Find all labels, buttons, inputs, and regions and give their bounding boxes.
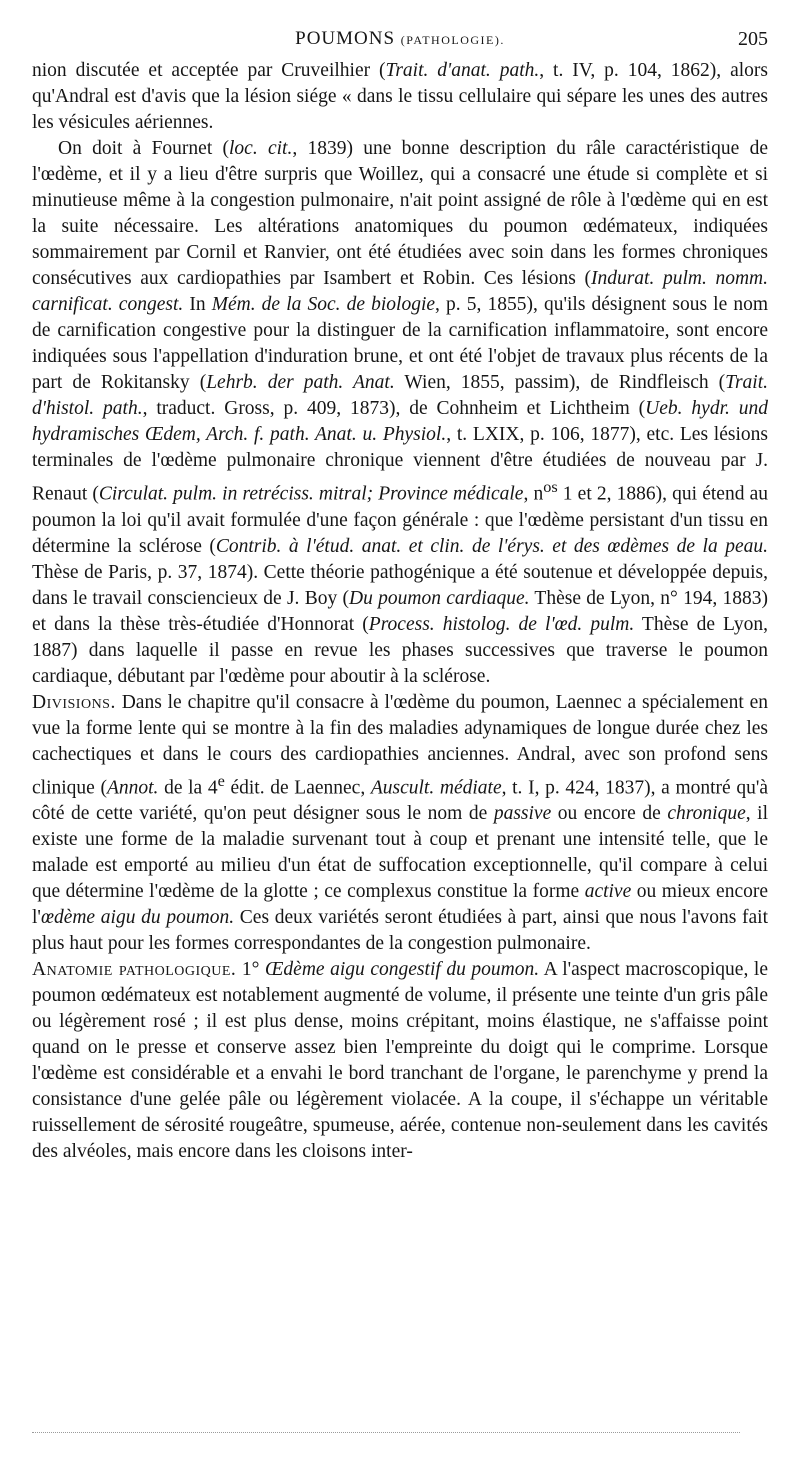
page-number: 205	[738, 28, 768, 50]
text-run: Dans le chapitre qu'il consacre à l'œdème du poumon, Laennec a spécialement en vue la forme lente qui se montre à la fin des maladies adynamiques de longue durée chez les cachectiques et dans le cours des cardiopathies anciennes. Andral, avec son profond sens clinique (	[32, 691, 768, 798]
italic-run: Mém. de la Soc. de biologie	[211, 294, 436, 315]
italic-run: active	[584, 881, 632, 902]
text-run: nion discutée et acceptée par Cruveilhier (	[32, 60, 386, 81]
running-title	[32, 28, 768, 50]
text-run: Thèse de Lyon, n° 194, 1883) et dans la thèse très-étudiée d'Honnorat (	[32, 587, 768, 635]
text-run: , p. 5, 1855), qu'ils désignent sous le nom de carnification congestive pour la distinguer de la carnification inflammatoire, sont encore indiquées sous l'appellation d'induration brune, et ont été l'objet de travaux plus récents de la part de Rokitansky (	[32, 294, 768, 393]
italic-run: Auscult. médiate	[370, 777, 502, 798]
italic-run: Contrib. à l'étud. anat. et clin. de l'érys. et des œdèmes de la peau.	[215, 535, 768, 557]
italic-run: Process. histolog. de l'œd. pulm.	[368, 613, 635, 635]
text-run: On doit à Fournet (	[58, 138, 229, 159]
text-run: , t. LXIX, p. 106, 1877), etc. Les lésions terminales de l'œdème pulmonaire chronique viennent d'être étudiées de nouveau par J. Renaut (	[32, 424, 768, 505]
text-run: de la 4	[158, 777, 218, 798]
text-run: , 1839) une bonne description du râle caractéristique de l'œdème, et il y a lieu d'être surpris que Woillez, qui a consacré une étude si complète et si minutieuse même à la congestion pulmonaire, n'ait point assigné de rôle à l'œdème qui en est la suite nécessaire. Les altérations anatomiques du poumon œdémateux, indiquées sommairement par Cornil et Ranvier, ont été étudiées avec soin dans les formes chroniques consécutives aux cardiopathies par Isambert et Robin. Ces lésions (	[32, 138, 768, 289]
paragraph	[32, 136, 768, 690]
italic-run: Trait. d'histol. path.	[32, 372, 768, 419]
text-run: ou encore de	[551, 803, 668, 824]
section-heading: Anatomie pathologique.	[32, 959, 237, 980]
italic-run: Œdème aigu congestif du poumon.	[265, 959, 540, 980]
italic-run: Annot.	[106, 777, 159, 798]
text-run: A l'aspect macroscopique, le poumon œdémateux est notablement augmenté de volume, il présente une teinte d'un gris pâle ou légèrement rosé ; il est plus dense, moins crépitant, moins élastique, ne s'affaisse point quand on le presse et conserve assez bien l'empreinte du doigt qui le comprime. Lorsque l'œdème est considérable et a envahi le bord tranchant de l'organe, le parenchyme y prend la consistance d'une gelée pâle ou légèrement violacée. A la coupe, il s'échappe un véritable ruissellement de sérosité rougeâtre, spumeuse, aérée, contenue non-seulement dans les cavités des alvéoles, mais encore dans les cloisons inter-	[32, 959, 768, 1162]
body-text	[32, 58, 768, 1165]
superscript-run: os	[543, 478, 558, 496]
section-heading: Divisions.	[32, 691, 116, 713]
italic-run: chronique	[667, 803, 746, 824]
footer-rule	[32, 1432, 740, 1433]
italic-run: Trait. d'anat. path.	[385, 60, 540, 81]
text-run: , n	[523, 483, 544, 505]
text-run: Thèse de Paris, p. 37, 1874). Cette théorie pathogénique a été soutenue et développée depuis, dans le travail consciencieux de J. Boy (	[32, 561, 768, 609]
italic-run: Ueb. hydr. und hydramisches Œdem, Arch. f. path. Anat. u. Physiol.	[32, 398, 769, 445]
header-subtitle: (PATHOLOGIE).	[400, 33, 505, 47]
text-run: ou mieux encore l'	[32, 881, 768, 928]
paragraph	[32, 957, 768, 1165]
italic-run: passive	[493, 803, 552, 824]
italic-run: loc. cit.	[229, 138, 293, 159]
text-run: Ces deux variétés seront étudiées à part, ainsi que nous l'avons fait plus haut pour les formes correspondantes de la congestion pulmonaire.	[32, 907, 768, 954]
paragraph	[32, 58, 768, 136]
text-run: In	[183, 294, 212, 315]
text-run: 1 et 2, 1886), qui étend au poumon la loi qu'il avait formulée d'une façon générale : que l'œdème persistant d'un tissu en détermine la sclérose (	[32, 483, 769, 557]
text-run: Wien, 1855, passim), de Rindfleisch (	[394, 372, 726, 393]
italic-run: Indurat. pulm. nomm. carnificat. congest.	[32, 268, 768, 315]
italic-run: Circulat. pulm. in retréciss. mitral; Province médicale	[98, 483, 524, 505]
text-run: 1°	[236, 959, 266, 980]
italic-run: Du poumon cardiaque.	[349, 587, 530, 609]
header-title: POUMONS	[295, 28, 396, 49]
paragraph	[32, 690, 768, 958]
book-page	[32, 28, 768, 1165]
text-run: , traduct. Gross, p. 409, 1873), de Cohnheim et Lichtheim (	[142, 398, 646, 419]
italic-run: Lehrb. der path. Anat.	[206, 372, 395, 393]
text-run: , t. I, p. 424, 1837), a montré qu'à côté de cette variété, qu'on peut désigner sous le nom de	[32, 777, 769, 824]
text-run: , t. IV, p. 104, 1862), alors qu'Andral est d'avis que la lésion siége « dans le tissu cellulaire qui sépare les unes des autres les vésicules aériennes.	[32, 60, 768, 133]
page-header	[32, 28, 768, 58]
text-run: , il existe une forme de la maladie survenant tout à coup et prenant une intensité telle, que le malade est emporté au milieu d'un état de suffocation exceptionnelle, qu'il compare à celui que détermine l'œdème de la glotte ; ce complexus constitue la forme	[32, 803, 768, 902]
text-run: édit. de Laennec,	[224, 777, 371, 798]
italic-run: œdème aigu du poumon.	[40, 907, 235, 928]
superscript-run: e	[217, 771, 225, 790]
text-run: Thèse de Lyon, 1887) dans laquelle il passe en revue les phases successives que traverse le poumon cardiaque, débutant par l'œdème pour aboutir à la sclérose.	[32, 613, 769, 687]
